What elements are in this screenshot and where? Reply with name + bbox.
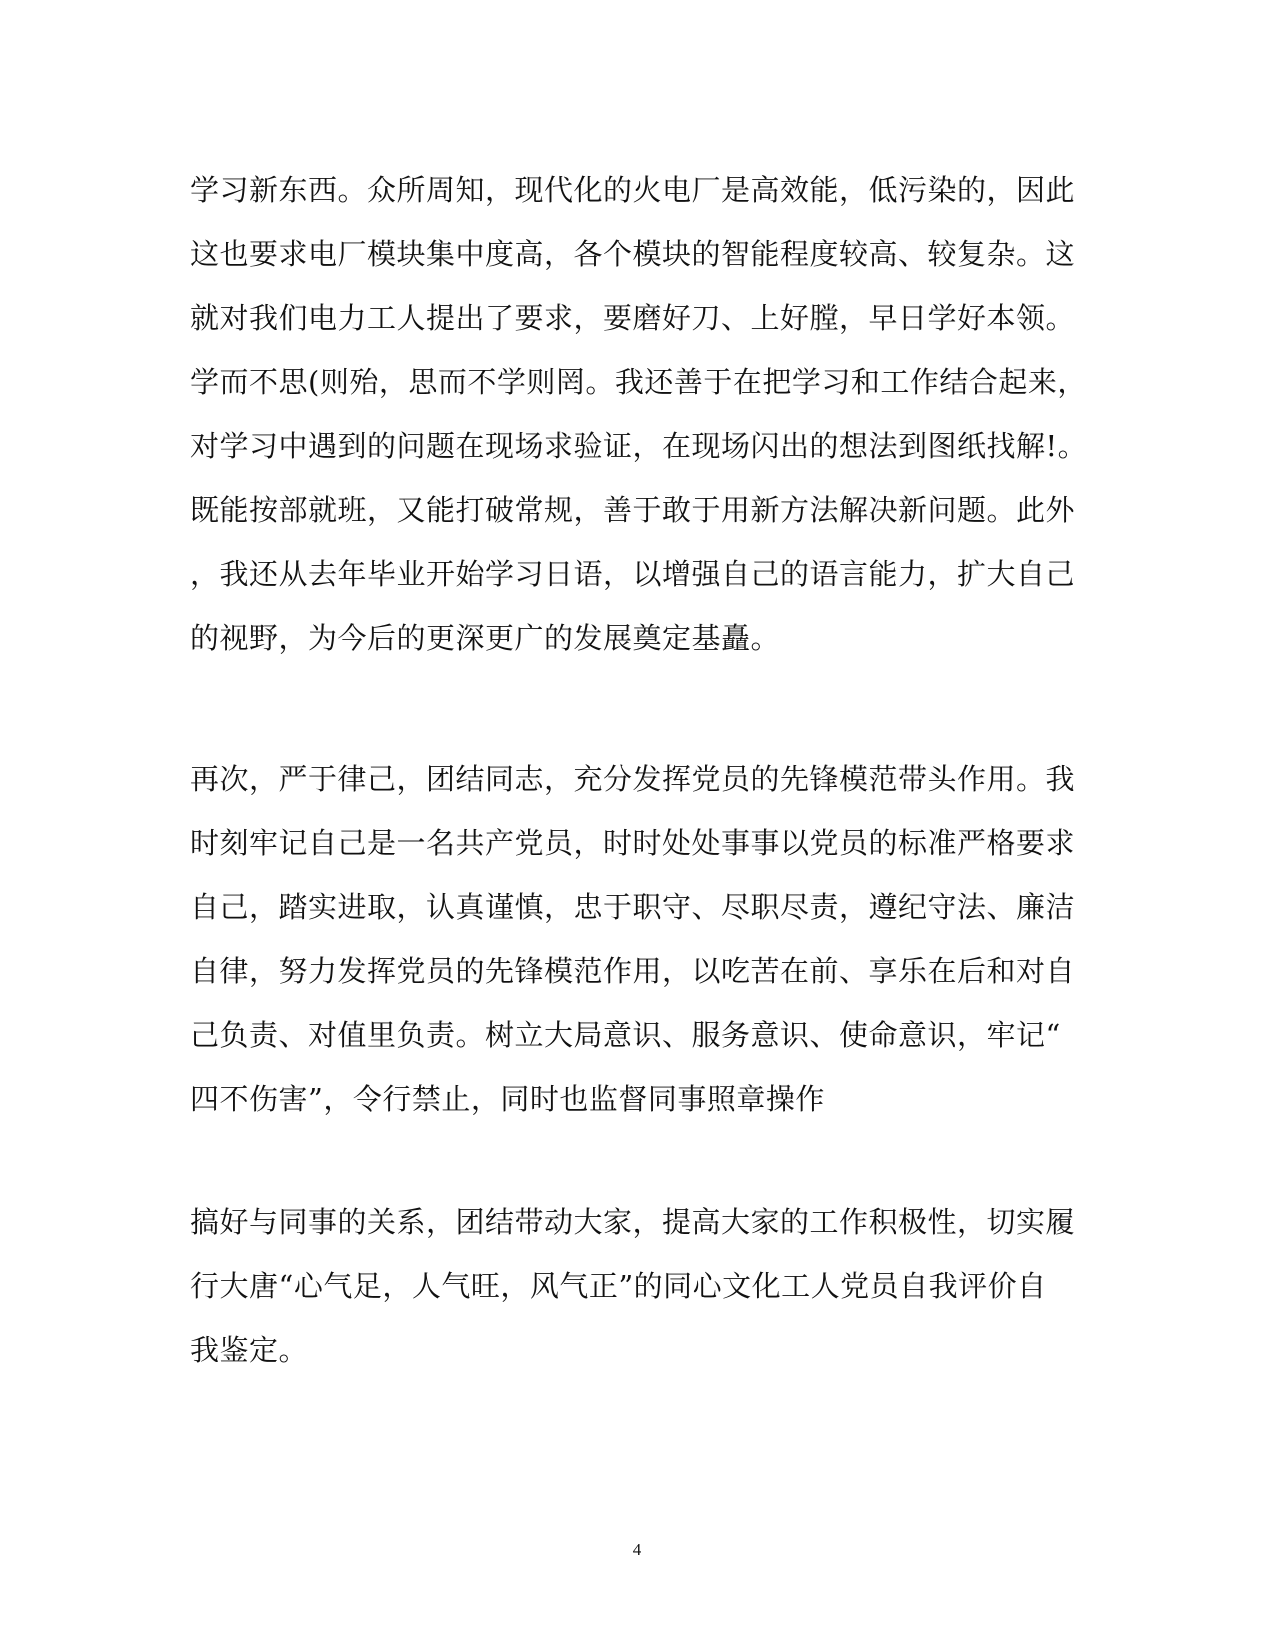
paragraph-self-discipline: [190, 747, 1076, 1131]
text-line: 四不伤害”，令行禁止，同时也监督同事照章操作: [190, 1082, 825, 1116]
text-line: 学习新东西。众所周知，现代化的火电厂是高效能，低污染的，因此: [190, 173, 1076, 207]
text-line: 对学习中遇到的问题在现场求验证，在现场闪出的想法到图纸找解!。: [190, 429, 1088, 463]
text-line: 的视野，为今后的更深更广的发展奠定基矗。: [190, 621, 781, 655]
paragraph-study: [190, 158, 1088, 670]
paragraph-colleagues: [190, 1190, 1076, 1382]
text-line: 这也要求电厂模块集中度高，各个模块的智能程度较高、较复杂。这: [190, 237, 1076, 271]
text-line: 时刻牢记自己是一名共产党员，时时处处事事以党员的标准严格要求: [190, 826, 1076, 860]
text-line: 搞好与同事的关系，团结带动大家，提高大家的工作积极性，切实履: [190, 1205, 1076, 1239]
text-line: ，我还从去年毕业开始学习日语，以增强自己的语言能力，扩大自己: [190, 557, 1076, 591]
text-line: 既能按部就班，又能打破常规，善于敢于用新方法解决新问题。此外: [190, 493, 1076, 527]
text-line: 己负责、对值里负责。树立大局意识、服务意识、使命意识，牢记“: [190, 1018, 1061, 1052]
text-line: 再次，严于律己，团结同志，充分发挥党员的先锋模范带头作用。我: [190, 762, 1076, 796]
text-line: 自律，努力发挥党员的先锋模范作用，以吃苦在前、享乐在后和对自: [190, 954, 1076, 988]
text-line: 行大唐“心气足，人气旺，风气正”的同心文化工人党员自我评价自: [190, 1269, 1047, 1303]
text-line: 学而不思(则殆，思而不学则罔。我还善于在把学习和工作结合起来，: [190, 365, 1087, 399]
page-number: 4: [632, 1540, 642, 1559]
text-line: 自己，踏实进取，认真谨慎，忠于职守、尽职尽责，遵纪守法、廉洁: [190, 890, 1076, 924]
text-line: 我鉴定。: [190, 1333, 309, 1367]
text-line: 就对我们电力工人提出了要求，要磨好刀、上好膛，早日学好本领。: [190, 301, 1076, 335]
